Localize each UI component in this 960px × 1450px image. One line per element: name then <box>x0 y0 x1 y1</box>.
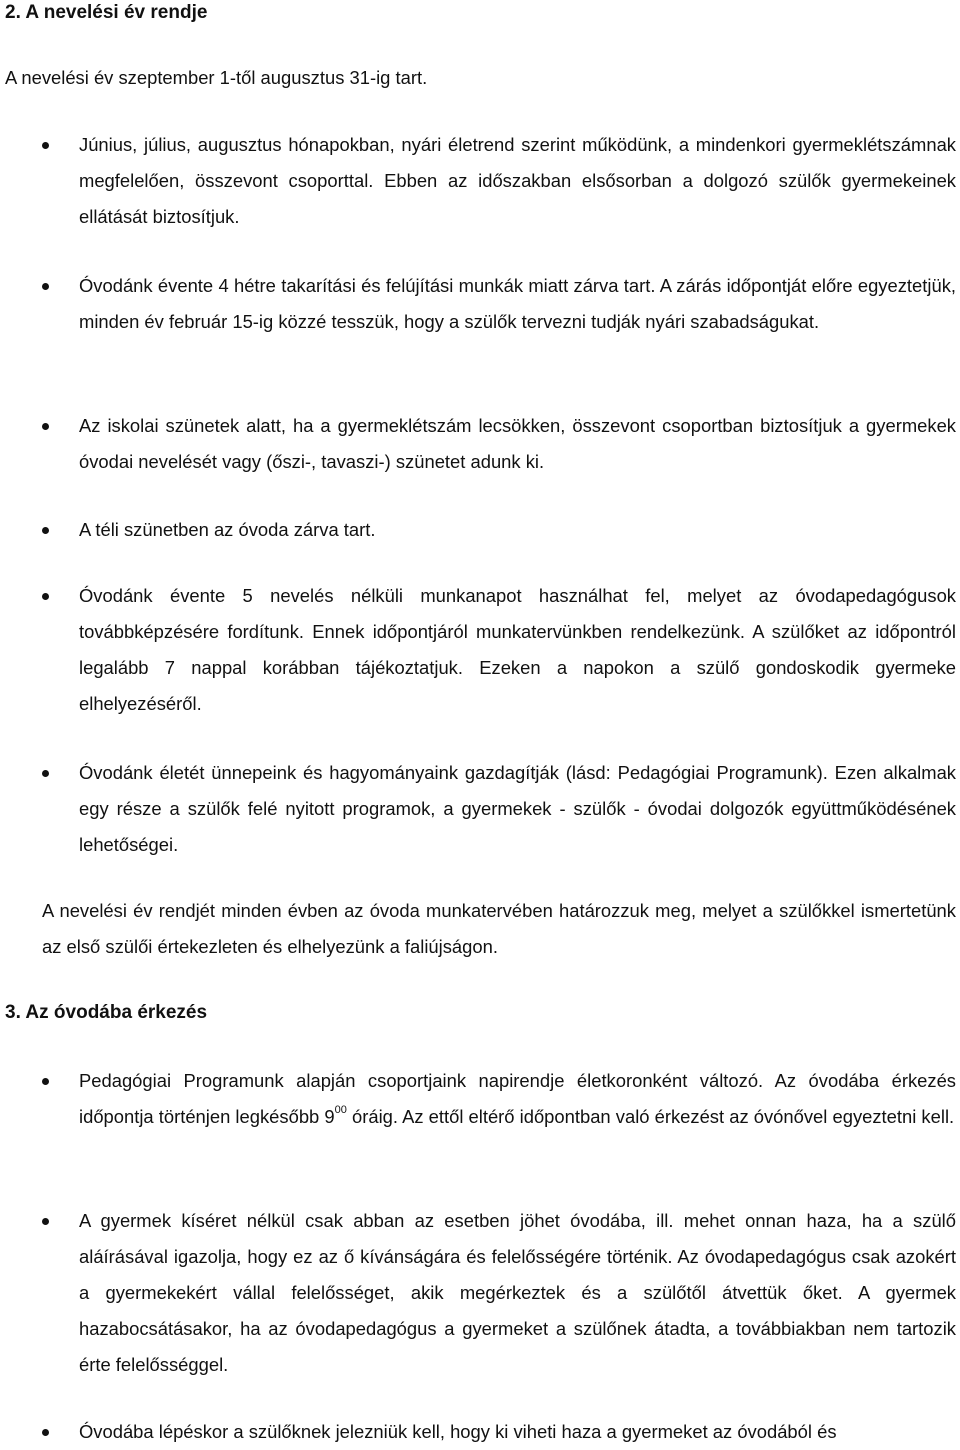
list-item-text: Óvodába lépéskor a szülőknek jelezniük kell, hogy ki viheti haza a gyermeket az óvodából és <box>79 1421 837 1442</box>
bullet-icon <box>42 283 49 290</box>
time-superscript: 00 <box>334 1103 347 1116</box>
list-item-text: Óvodánk életét ünnepeink és hagyományaink gazdagítják (lásd: Pedagógiai Programunk). Ezen alkalmak egy része a szülők felé nyitott programok, a gyermekek - szülők - óvodai dolgozók együttműködésének lehetőségei. <box>79 762 956 855</box>
arrival-text-start: Pedagógiai Programunk alapján csoportjaink napirendje életkoronként változó. Az óvodába érkezés időpontja történjen legkésőbb 9 <box>79 1070 956 1127</box>
bullet-icon <box>42 142 49 149</box>
list-item-text: Június, július, augusztus hónapokban, nyári életrend szerint működünk, a mindenkori gyermeklétszámnak megfelelően, összevont csoporttal. Ebben az időszakban elsősorban a dolgozó szülők gyermekeinek ellátását biztosítjuk. <box>79 134 956 227</box>
section-2-closing: A nevelési év rendjét minden évben az óvoda munkatervében határozzuk meg, melyet a szülőkkel ismertetünk az első szülői értekezleten és elhelyezünk a faliújságon. <box>42 900 956 957</box>
list-item-text: Óvodánk évente 4 hétre takarítási és felújítási munkák miatt zárva tart. A zárás időpontját előre egyeztetjük, minden év február 15-ig közzé tesszük, hogy a szülők tervezni tudják nyári szabadságukat. <box>79 275 956 332</box>
section-2-intro: A nevelési év szeptember 1-től augusztus 31-ig tart. <box>5 67 428 88</box>
list-item-text: Az iskolai szünetek alatt, ha a gyermeklétszám lecsökken, összevont csoportban biztosítjuk a gyermekek óvodai nevelését vagy (őszi-, tavaszi-) szünetet adunk ki. <box>79 415 956 472</box>
bullet-icon <box>42 770 49 777</box>
section-2-heading: 2. A nevelési év rendje <box>5 2 208 23</box>
bullet-icon <box>42 593 49 600</box>
arrival-text-end: óráig. Az ettől eltérő időpontban való érkezést az óvónővel egyeztetni kell. <box>346 1106 955 1127</box>
bullet-icon <box>42 1218 49 1225</box>
bullet-icon <box>42 423 49 430</box>
bullet-icon <box>42 1078 49 1085</box>
section-3-heading: 3. Az óvodába érkezés <box>5 1002 208 1023</box>
list-item-text: A téli szünetben az óvoda zárva tart. <box>79 519 376 540</box>
list-item-text: A gyermek kíséret nélkül csak abban az esetben jöhet óvodába, ill. mehet onnan haza, ha a szülő aláírásával igazolja, hogy ez az ő kívánságára és felelősségére történik. Az óvodapedagógus csak azokért a gyermekekért vállal felelősséget, akik megérkeztek és a szülőtől átvettük őket. A gyermek hazabocsátásakor, ha az óvodapedagógus a gyermeket a szülőnek átadta, a továbbiakban nem tartozik érte felelősséggel. <box>79 1210 956 1375</box>
list-item-text: Óvodánk évente 5 nevelés nélküli munkanapot használhat fel, melyet az óvodapedagógusok továbbképzésére fordítunk. Ennek időpontjáról munkatervünkben rendelkezünk. A szülőket az időpontról legalább 7 nappal korábban tájékoztatjuk. Ezeken a napokon a szülő gondoskodik gyermeke elhelyezéséről. <box>79 585 956 714</box>
bullet-icon <box>42 527 49 534</box>
list-item-text <box>79 1063 956 1135</box>
bullet-icon <box>42 1429 49 1436</box>
